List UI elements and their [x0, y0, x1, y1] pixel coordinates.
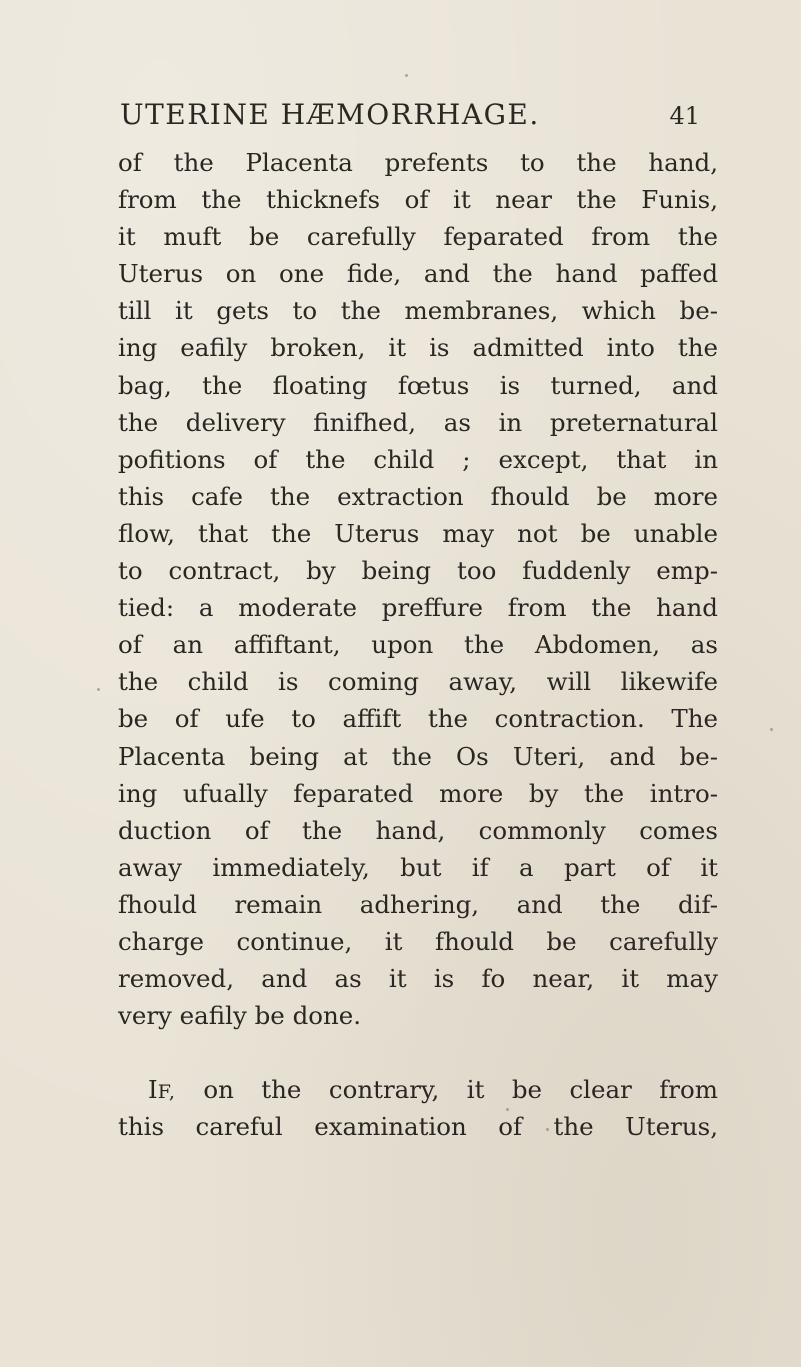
text-line: bag, the floating fœtus is turned, and: [118, 370, 718, 400]
text-line: be of ufe to affift the contraction. The: [118, 704, 718, 734]
line-rest: on the contrary, it be clear from: [175, 1075, 718, 1105]
text-line: fhould remain adhering, and the dif-: [118, 889, 718, 919]
text-line: this careful examination of the Uterus,: [118, 1112, 718, 1142]
initial-letter: I: [148, 1075, 158, 1105]
text-line: of an affiftant, upon the Abdomen, as: [118, 630, 718, 660]
text-line: Uterus on one fide, and the hand paffed: [118, 259, 718, 289]
text-line: duction of the hand, commonly comes: [118, 815, 718, 845]
text-line: of the Placenta prefents to the hand,: [118, 148, 718, 177]
text-line: ing eafily broken, it is admitted into the: [118, 333, 718, 363]
small-caps-word: F,: [157, 1081, 176, 1104]
text-line: the child is coming away, will likewife: [118, 667, 718, 697]
page-number: 41: [669, 102, 700, 130]
text-line: the delivery finifhed, as in preternatural: [118, 407, 718, 437]
text-line: from the thicknefs of it near the Funis,: [118, 185, 718, 215]
text-line: pofitions of the child ; except, that in: [118, 444, 718, 474]
text-line: ing ufually feparated more by the intro-: [118, 778, 718, 808]
paper-speck: [546, 1128, 549, 1131]
text-line: Placenta being at the Os Uteri, and be-: [118, 741, 718, 771]
paper-speck: [327, 348, 330, 351]
paragraph-gap: [118, 1034, 718, 1071]
text-line: flow, that the Uterus may not be unable: [118, 518, 718, 548]
text-line: removed, and as it is fo near, it may: [118, 964, 718, 994]
text-line: charge continue, it fhould be carefully: [118, 926, 718, 956]
text-line-paragraph-start: [118, 1071, 718, 1108]
text-line: to contract, by being too fuddenly emp-: [118, 556, 718, 586]
text-line: very eafily be done.: [118, 1001, 362, 1031]
text-line: away immediately, but if a part of it: [118, 852, 718, 882]
paper-speck: [405, 74, 408, 77]
paper-speck: [97, 688, 100, 691]
running-title: UTERINE HÆMORRHAGE.: [120, 98, 540, 131]
text-line: it muft be carefully feparated from the: [118, 222, 718, 252]
text-line: tied: a moderate preffure from the hand: [118, 593, 718, 623]
text-line: till it gets to the membranes, which be-: [118, 296, 718, 326]
paper-speck: [770, 728, 773, 731]
running-head: [120, 98, 700, 138]
text-line: this cafe the extraction fhould be more: [118, 481, 718, 511]
body-text: [118, 144, 718, 1145]
paper-speck: [506, 1108, 509, 1111]
